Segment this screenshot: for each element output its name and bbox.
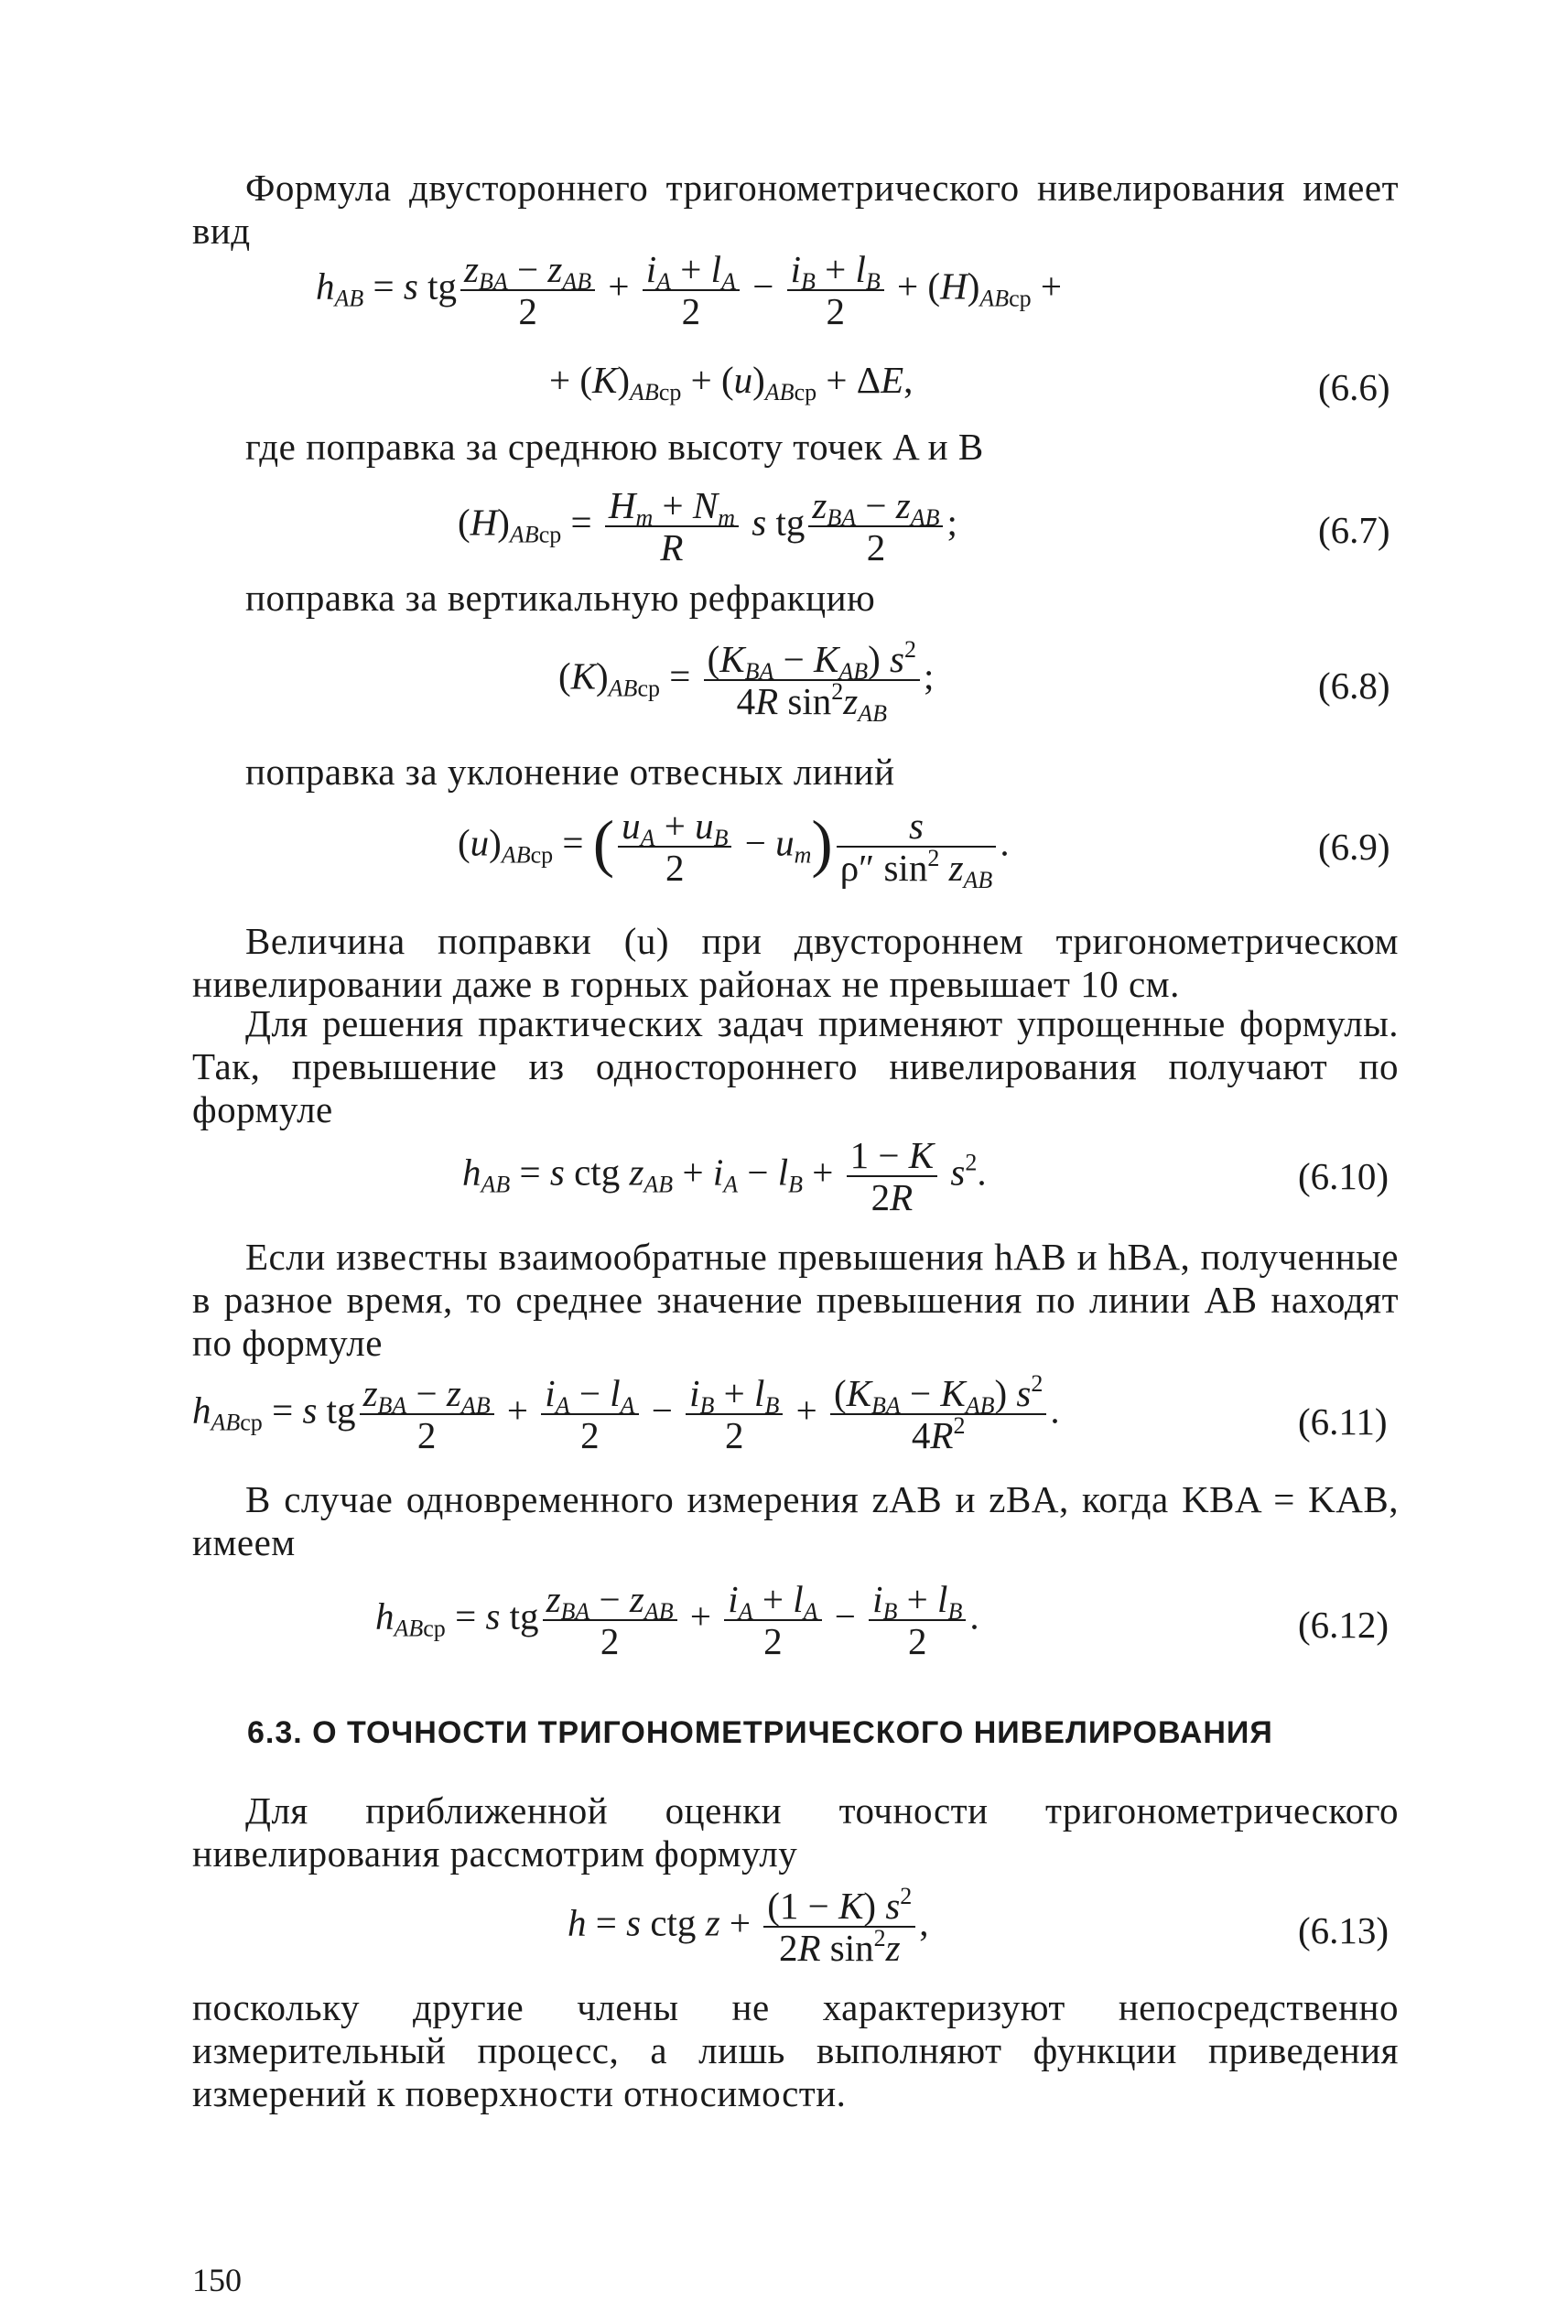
equation-6-12: $h_{ABср} = s$ tg $\frac{z_{BA} - z_{AB}}{2}$ + $\frac{i_A + l_A}{2}$ − $\frac{i_B + l_B}{2}$ . xyxy=(375,1578,979,1662)
equation-6-10: $h_{AB} = s$ ctg $z_{AB} + i_A - l_B$ + $\frac{1 - K}{2R}$ $s^2$. xyxy=(462,1134,987,1218)
equation-number-6-13: (6.13) xyxy=(1298,1909,1390,1951)
paragraph-deflection: поправка за уклонение отвесных линий xyxy=(245,751,895,793)
paragraph-simplified-formulas: Для решения практических задач применяют упрощенные формулы. Так, превышение из одностороннего нивелирования получают по формуле xyxy=(192,1002,1399,1130)
equation-6-13: h = s ctg z + $\frac{(1 - K) s^2}{2R \sin^2z}$ , xyxy=(568,1883,929,1969)
paragraph-intro: Формула двустороннего тригонометрического нивелирования имеет вид xyxy=(192,167,1399,252)
paragraph-height-correction: где поправка за среднюю высоту точек A и B xyxy=(245,426,984,468)
paragraph-correction-magnitude: Величина поправки (u) при двустороннем тригонометрическом нивелировании даже в горных районах не превышает 10 см. xyxy=(192,920,1399,1005)
paragraph-refraction: поправка за вертикальную рефракцию xyxy=(245,577,876,619)
page-number: 150 xyxy=(192,2262,242,2298)
equation-number-6-10: (6.10) xyxy=(1298,1155,1390,1197)
paragraph-accuracy-estimate: Для приближенной оценки точности тригонометрического нивелирования рассмотрим формулу xyxy=(192,1789,1399,1875)
paragraph-reciprocal-heights: Если известны взаимообратные превышения hAB и hBA, полученные в разное время, то среднее значение превышения по линии AB находят по формуле xyxy=(192,1236,1399,1364)
equation-6-6-line1: $h_{AB} = s$ tg $\frac{z_{BA} - z_{AB}}{2}$ + $\frac{i_A + l_A}{2}$ − $\frac{i_B + l_B}{2}$ + $(H)_{ABср}$ + xyxy=(316,248,1063,332)
equation-number-6-9: (6.9) xyxy=(1318,826,1390,868)
equation-number-6-8: (6.8) xyxy=(1318,665,1390,707)
section-heading: 6.3. О ТОЧНОСТИ ТРИГОНОМЕТРИЧЕСКОГО НИВЕЛИРОВАНИЯ xyxy=(247,1715,1273,1750)
paragraph-simultaneous: В случае одновременного измерения zAB и zBA, когда KBA = KAB, имеем xyxy=(192,1478,1399,1563)
equation-6-7: $(H)_{ABср}$ = $\frac{H_m + N_m}{R}$ s tg $\frac{z_{BA} - z_{AB}}{2}$ ; xyxy=(458,484,957,568)
equation-6-6-line2: + $(K)_{ABср} + (u)_{ABср} + \Delta E$, xyxy=(549,359,914,405)
equation-number-6-12: (6.12) xyxy=(1298,1604,1390,1646)
equation-number-6-6: (6.6) xyxy=(1318,366,1390,408)
equation-number-6-7: (6.7) xyxy=(1318,509,1390,551)
equation-6-9: $(u)_{ABср}$ = ( $\frac{u_A + u_B}{2}$ − $u_m$) $\frac{s}{\rho'' \sin^2 z_{AB}}$ . xyxy=(458,805,1010,893)
equation-6-8: $(K)_{ABср}$ = $\frac{(K_{BA} - K_{AB}) s^2}{4R \sin^2z_{AB}}$ ; xyxy=(558,636,935,727)
equation-number-6-11: (6.11) xyxy=(1298,1400,1388,1443)
equation-6-11: $h_{ABср} = s$ tg $\frac{z_{BA} - z_{AB}}{2}$ + $\frac{i_A - l_A}{2}$ − $\frac{i_B + l_B}{2}$ + $\frac{(K_{BA} - K_{AB}) s^2}{4R^2}$ . xyxy=(192,1370,1060,1456)
paragraph-other-terms: поскольку другие члены не характеризуют непосредственно измерительный процесс, а лишь выполняют функции приведения измерений к поверхности относимости. xyxy=(192,1986,1399,2114)
